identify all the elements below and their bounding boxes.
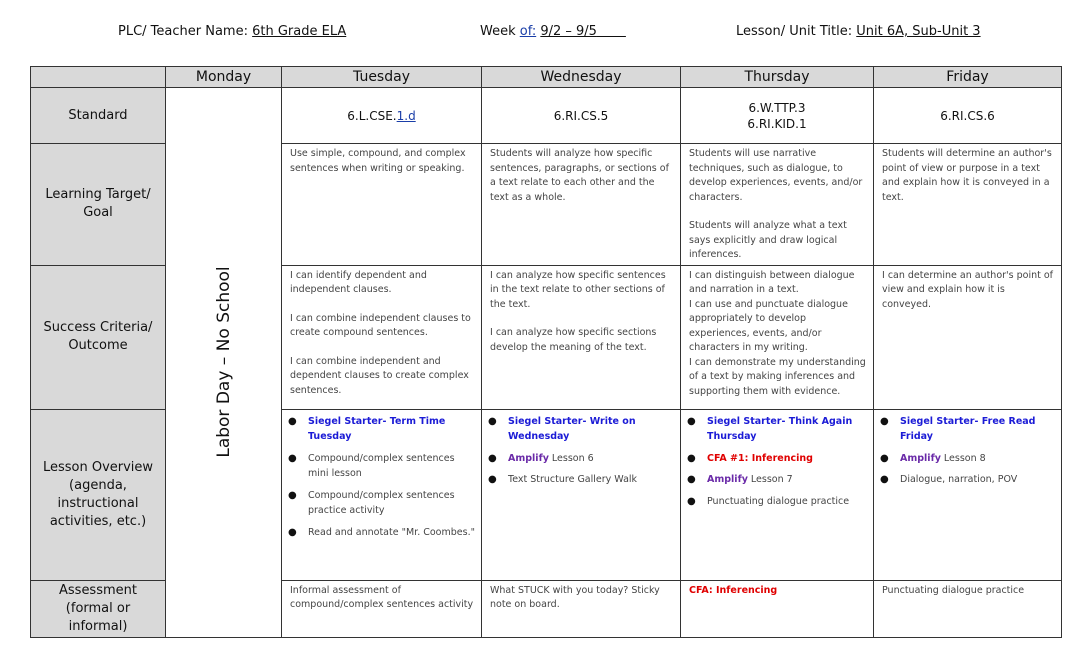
standard-thursday: 6.W.TTP.3 6.RI.KID.1	[681, 88, 874, 144]
target-thursday: Students will use narrative techniques, such as dialogue, to develop experiences, events, and/or characters. Students will analyze what a text says explicitly and draw logical inferences.	[681, 144, 874, 266]
teacher-label: PLC/ Teacher Name:	[118, 24, 248, 39]
list-item: ● Text Structure Gallery Walk	[488, 474, 638, 485]
overview-thursday	[681, 409, 874, 580]
success-tuesday: I can identify dependent and independent clauses. I can combine independent clauses to create compound sentences. I can combine independent and dependent clauses to create complex sentences.	[282, 265, 482, 409]
target-tuesday: Use simple, compound, and complex sentences when writing or speaking.	[282, 144, 482, 266]
day-header-tuesday: Tuesday	[282, 67, 482, 88]
row-label-assessment: Assessment (formal or informal)	[31, 580, 166, 637]
monday-no-school: Labor Day – No School	[213, 266, 234, 458]
success-friday: I can determine an author's point of view and explain how it is conveyed.	[874, 265, 1062, 409]
day-header-wednesday: Wednesday	[482, 67, 681, 88]
day-header-monday: Monday	[166, 67, 282, 88]
target-wednesday: Students will analyze how specific sentences, paragraphs, or sections of a text relate to each other and the text as a whole.	[482, 144, 681, 266]
list-item: ● Compound/complex sentences mini lesson	[288, 452, 455, 479]
overview-tuesday	[282, 409, 482, 580]
standard-tuesday: 6.L.CSE.1.d	[282, 88, 482, 144]
list-item: ● Siegel Starter- Write on Wednesday	[488, 415, 636, 442]
assessment-thursday: CFA: Inferencing	[681, 580, 874, 637]
target-friday: Students will determine an author's point of view or purpose in a text and explain how it is conveyed in a text.	[874, 144, 1062, 266]
row-label-target: Learning Target/ Goal	[31, 144, 166, 266]
list-item: ● Punctuating dialogue practice	[687, 495, 850, 507]
week-label: Week	[480, 24, 520, 39]
teacher-name	[118, 24, 346, 39]
row-label-overview: Lesson Overview (agenda, instructional activities, etc.)	[31, 409, 166, 580]
overview-friday	[874, 409, 1062, 580]
week-of	[480, 24, 626, 39]
unit-title-value: Unit 6A, Sub-Unit 3	[856, 24, 981, 39]
list-item: ● Siegel Starter- Free Read Friday	[880, 415, 1036, 442]
week-of-label: of:	[519, 24, 537, 39]
week-value: 9/2 – 9/5	[540, 24, 597, 39]
unit-title-label: Lesson/ Unit Title:	[736, 24, 853, 39]
assessment-tuesday: Informal assessment of compound/complex sentences activity	[282, 580, 482, 637]
success-wednesday: I can analyze how specific sentences in the text relate to other sections of the text. I can analyze how specific sections develop the meaning of the text.	[482, 265, 681, 409]
list-item: ● Dialogue, narration, POV	[880, 474, 1018, 485]
assessment-friday: Punctuating dialogue practice	[874, 580, 1062, 637]
assessment-wednesday: What STUCK with you today? Sticky note on board.	[482, 580, 681, 637]
row-label-success: Success Criteria/ Outcome	[31, 265, 166, 409]
standard-wednesday: 6.RI.CS.5	[482, 88, 681, 144]
success-thursday: I can distinguish between dialogue and narration in a text. I can use and punctuate dialogue appropriately to develop experiences, events, and/or characters in my writing. I can demonstrate my understanding of a text by making inferences and supporting them with evidence.	[681, 265, 874, 409]
standard-friday: 6.RI.CS.6	[874, 88, 1062, 144]
list-item: ● Amplify Lesson 8	[880, 452, 986, 464]
corner-cell	[31, 67, 166, 88]
lesson-plan-table	[30, 66, 1062, 638]
list-item: ● CFA #1: Inferencing	[687, 452, 813, 464]
row-label-standard: Standard	[31, 88, 166, 144]
list-item: ● Compound/complex sentences practice activity	[288, 489, 455, 516]
teacher-value: 6th Grade ELA	[252, 24, 347, 39]
list-item: ● Amplify Lesson 7	[687, 474, 793, 485]
day-header-thursday: Thursday	[681, 67, 874, 88]
overview-wednesday	[482, 409, 681, 580]
list-item: ● Siegel Starter- Think Again Thursday	[687, 415, 853, 442]
unit-title	[736, 24, 981, 39]
day-header-friday: Friday	[874, 67, 1062, 88]
list-item: ● Siegel Starter- Term Time Tuesday	[288, 415, 446, 442]
monday-cell	[166, 88, 282, 638]
list-item: ● Read and annotate "Mr. Coombes."	[288, 526, 475, 538]
list-item: ● Amplify Lesson 6	[488, 452, 594, 464]
